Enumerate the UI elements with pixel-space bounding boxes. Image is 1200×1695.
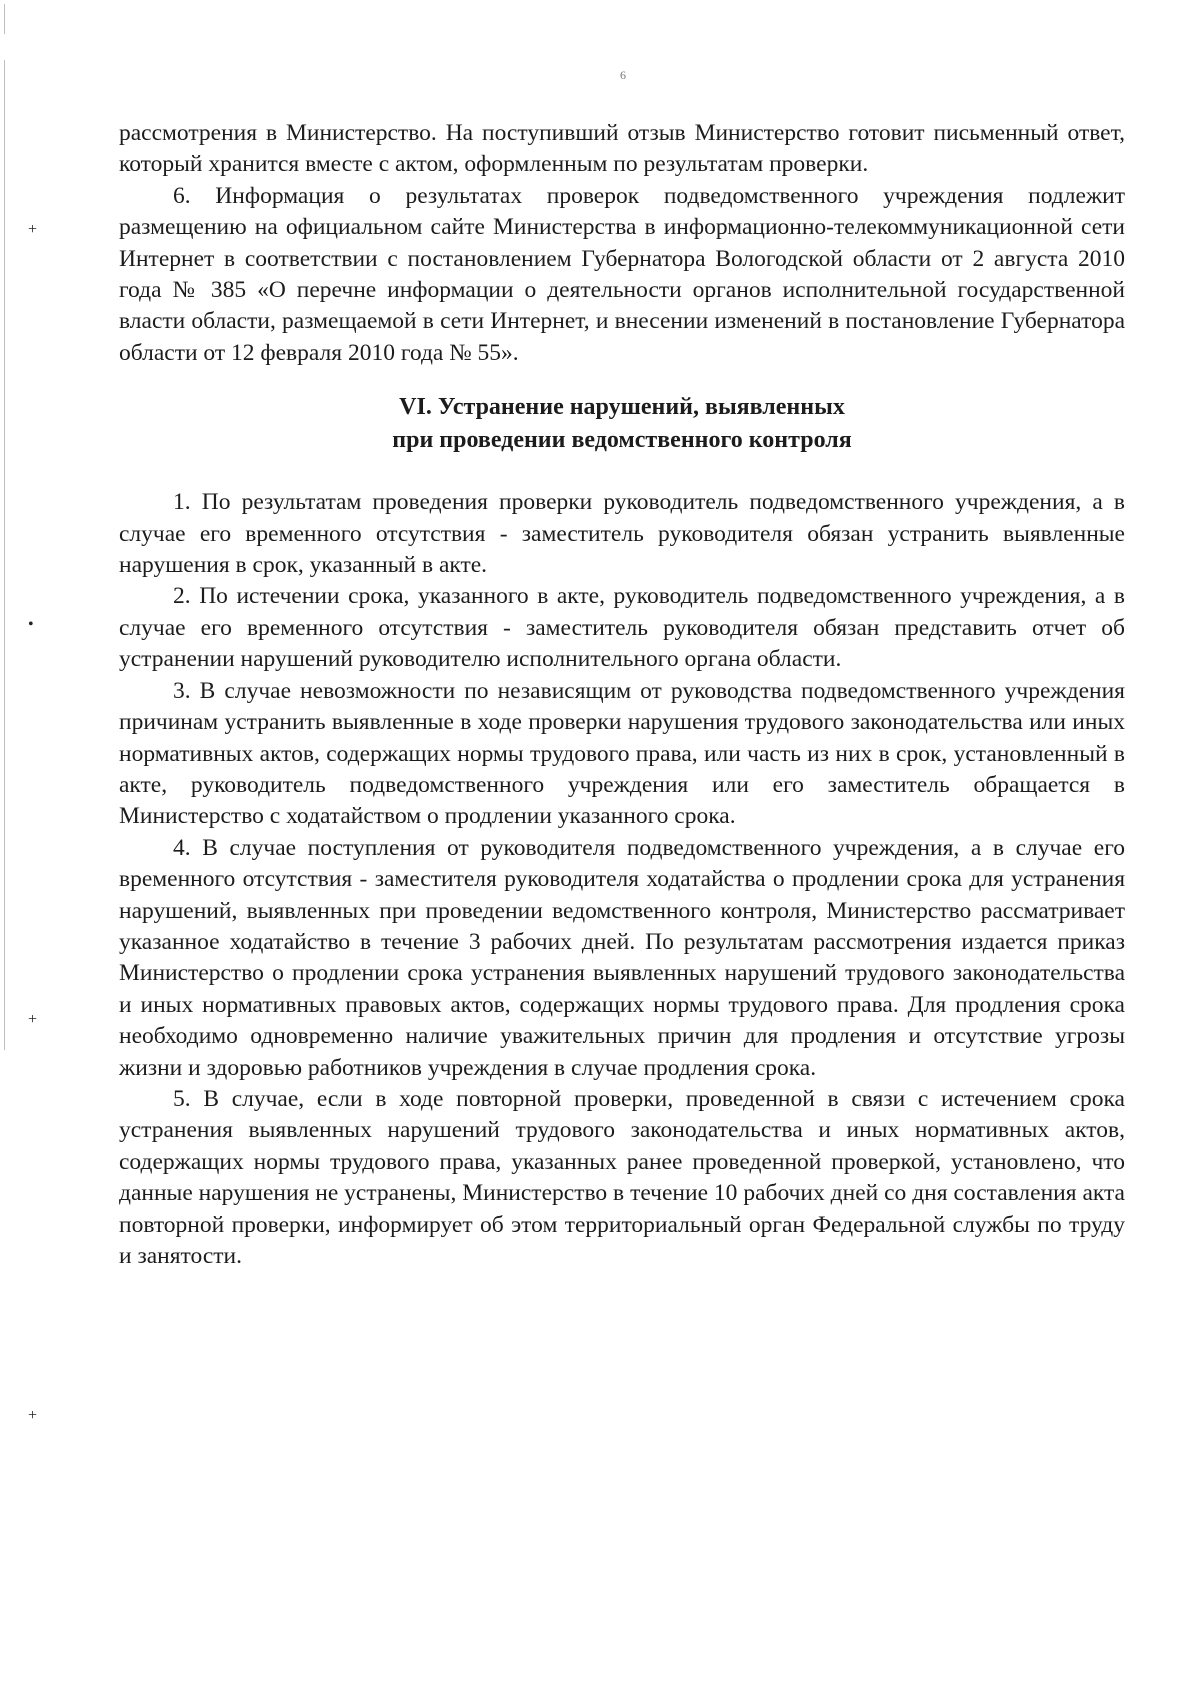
punch-hole-mark: + xyxy=(28,1407,38,1424)
page-number: 6 xyxy=(620,68,626,82)
section-paragraph-4: 4. В случае поступления от руководителя подведомственного учреждения, а в случае его временного отсутствия - заместителя руководителя ходатайства о продлении срока для устранения нарушений, выявленных при проведении ведомственного контроля, Министерство рассматривает указанное ходатайство в течение 3 рабочих дней. По результатам рассмотрения издается приказ Министерство о продлении срока устранения выявленных нарушений трудового законодательства и иных нормативных правовых актов, содержащих нормы трудового права. Для продления срока необходимо одновременно наличие уважительных причин для продления и отсутствие угрозы жизни и здоровью работников учреждения в случае продления срока. xyxy=(119,834,1125,1081)
punch-hole-mark: + xyxy=(28,221,38,238)
scan-edge-line xyxy=(4,60,5,1050)
section-paragraph-2: 2. По истечении срока, указанного в акте, руководитель подведомственного учреждения, а в случае его временного отсутствия - заместитель руководителя обязан представить отчет об устранении нарушений руководителю исполнительного органа области. xyxy=(119,583,1125,673)
section-heading xyxy=(119,391,1125,457)
section-title-line-1: VI. Устранение нарушений, выявленных xyxy=(399,394,845,421)
document-body xyxy=(119,118,1125,1272)
paragraph-item-6: 6. Информация о результатах проверок подведомственного учреждения подлежит размещению на официальном сайте Министерства в информационно-телекоммуникационной сети Интернет в соответствии с постановлением Губернатора Вологодской области от 2 августа 2010 года № 385 «О перечне информации о деятельности органов исполнительной государственной власти области, размещаемой в сети Интернет, и внесении изменений в постановление Губернатора области от 12 февраля 2010 года № 55». xyxy=(119,182,1125,366)
section-paragraph-5: 5. В случае, если в ходе повторной проверки, проведенной в связи с истечением срока устранения выявленных нарушений трудового законодательства и иных нормативных актов, содержащих нормы трудового права, указанных ранее проведенной проверкой, установлено, что данные нарушения не устранены, Министерство в течение 10 рабочих дней со дня составления акта повторной проверки, информирует об этом территориальный орган Федеральной службы по труду и занятости. xyxy=(119,1085,1125,1269)
punch-hole-mark: • xyxy=(28,616,34,633)
scan-edge-mark xyxy=(4,4,5,34)
section-title-line-2: при проведении ведомственного контроля xyxy=(392,427,852,454)
punch-hole-mark: + xyxy=(28,1011,38,1028)
paragraph-continuation: рассмотрения в Министерство. На поступивший отзыв Министерство готовит письменный ответ, который хранится вместе с актом, оформленным по результатам проверки. xyxy=(119,120,1125,178)
section-paragraph-3: 3. В случае невозможности по независящим от руководства подведомственного учреждения причинам устранить выявленные в ходе проверки нарушения трудового законодательства или иных нормативных актов, содержащих нормы трудового права, или часть из них в срок, установленный в акте, руководитель подведомственного учреждения или его заместитель обращается в Министерство с ходатайством о продлении указанного срока. xyxy=(119,677,1125,830)
section-paragraph-1: 1. По результатам проведения проверки руководитель подведомственного учреждения, а в случае его временного отсутствия - заместитель руководителя обязан устранить выявленные нарушения в срок, указанный в акте. xyxy=(119,489,1125,579)
